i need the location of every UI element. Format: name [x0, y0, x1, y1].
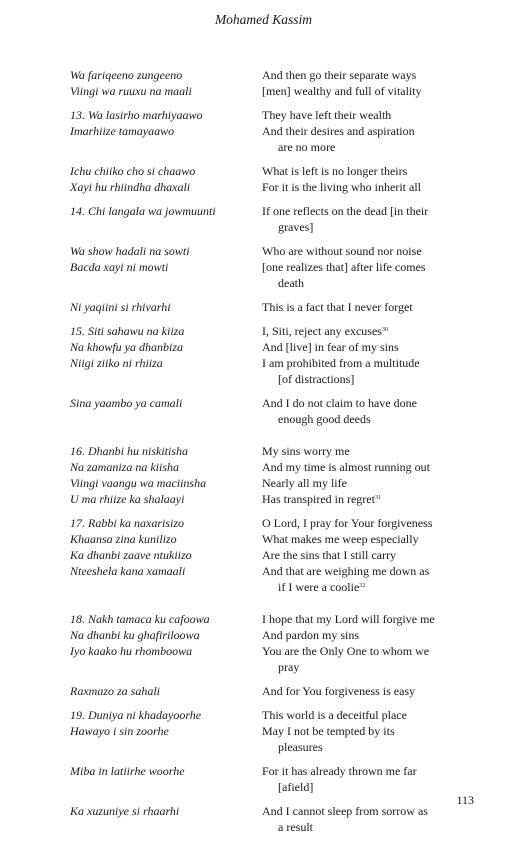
translation-text: I am prohibited from a multitude	[262, 356, 420, 370]
translation-continuation: if I were a coolie$^{32}$	[278, 580, 366, 594]
verse-line	[70, 259, 470, 291]
translation-continuation: are no more	[278, 140, 336, 154]
english-translation	[262, 763, 462, 795]
somali-line: 19. Duniya ni khadayoorhe	[70, 708, 202, 722]
translation-continuation: pray	[278, 660, 300, 674]
translation-text: Who are without sound nor noise	[262, 244, 422, 258]
verse-line	[70, 627, 470, 643]
translation-text: Nearly all my life	[262, 476, 347, 490]
somali-line: Xayi hu rhiindha dhaxali	[70, 180, 191, 194]
somali-line: Na khowfu ya dhanbiza	[70, 340, 183, 354]
stanza	[70, 203, 470, 235]
translation-text: [one realizes that] after life comes	[262, 260, 426, 274]
stanza	[70, 243, 470, 291]
stanza	[70, 107, 470, 155]
stanza	[70, 683, 470, 699]
english-translation	[262, 547, 462, 563]
english-translation	[262, 259, 462, 291]
english-translation	[262, 83, 462, 99]
stanza	[70, 707, 470, 755]
translation-text: What is left is no longer theirs	[262, 164, 408, 178]
verse-line	[70, 355, 470, 387]
somali-line: Miba in latiirhe woorhe	[70, 764, 185, 778]
translation-text: This is a fact that I never forget	[262, 300, 413, 314]
english-translation	[262, 475, 462, 491]
english-translation	[262, 67, 462, 83]
english-translation	[262, 515, 462, 531]
stanza	[70, 299, 470, 315]
somali-line: U ma rhiize ka shalaayi	[70, 492, 185, 506]
somali-line: Viingi wa ruuxu na maali	[70, 84, 192, 98]
verse-line	[70, 123, 470, 155]
english-translation	[262, 459, 462, 475]
english-translation	[262, 243, 462, 259]
english-translation	[262, 643, 462, 675]
verse-line	[70, 763, 470, 795]
somali-line: Hawayo i sin zoorhe	[70, 724, 169, 738]
english-translation	[262, 723, 462, 755]
translation-text: And I do not claim to have done	[262, 396, 417, 410]
translation-text: If one reflects on the dead [in their	[262, 204, 429, 218]
somali-line: Na zamaniza na kiisha	[70, 460, 180, 474]
translation-text: Has transpired in regret$^{31}$	[262, 492, 381, 506]
stanza	[70, 515, 470, 595]
translation-text: [men] wealthy and full of vitality	[262, 84, 422, 98]
translation-text: And [live] in fear of my sins	[262, 340, 399, 354]
verse-line	[70, 547, 470, 563]
stanza	[70, 395, 470, 427]
verse-line	[70, 563, 470, 595]
verse-line	[70, 515, 470, 531]
translation-text: What makes me weep especially	[262, 532, 419, 546]
verse-line	[70, 243, 470, 259]
english-translation	[262, 627, 462, 643]
english-translation	[262, 179, 462, 195]
somali-line: Na dhanbi ku ghafiriloowa	[70, 628, 200, 642]
english-translation	[262, 491, 462, 507]
somali-line: Ka dhanbi zaave ntukiizo	[70, 548, 192, 562]
translation-text: And for You forgiveness is easy	[262, 684, 416, 698]
somali-line: Khaansa zina kunilizo	[70, 532, 177, 546]
english-translation	[262, 707, 462, 723]
stanza	[70, 163, 470, 195]
stanza	[70, 443, 470, 507]
english-translation	[262, 683, 462, 699]
translation-text: For it is the living who inherit all	[262, 180, 421, 194]
verse-line	[70, 107, 470, 123]
translation-continuation: death	[278, 276, 304, 290]
verse-line	[70, 179, 470, 195]
translation-text: This world is a deceitful place	[262, 708, 407, 722]
translation-text: My sins worry me	[262, 444, 350, 458]
somali-line: 14. Chi langala wa jowmuunti	[70, 204, 216, 218]
stanza	[70, 323, 470, 387]
translation-text: May I not be tempted by its	[262, 724, 395, 738]
verse-line	[70, 803, 470, 835]
stanza	[70, 803, 470, 835]
footnote-marker: 30	[381, 327, 388, 333]
translation-text: They have left their wealth	[262, 108, 392, 122]
somali-line: 13. Wa lasirho marhiyaawo	[70, 108, 203, 122]
somali-line: 17. Rabbi ka naxarisizo	[70, 516, 184, 530]
verse-line	[70, 299, 470, 315]
somali-line: Niigi ziiko ni rhiiza	[70, 356, 163, 370]
stanza	[70, 611, 470, 675]
somali-line: 18. Nakh tamaca ku cafoowa	[70, 612, 210, 626]
somali-line: Sina yaambo ya camali	[70, 396, 183, 410]
translation-text: And pardon my sins	[262, 628, 359, 642]
translation-continuation: [afield]	[278, 780, 314, 794]
translation-continuation: a result	[278, 820, 313, 834]
english-translation	[262, 611, 462, 627]
english-translation	[262, 563, 462, 595]
somali-line: Raxmazo za sahali	[70, 684, 160, 698]
somali-line: Wa show hadali na sowti	[70, 244, 190, 258]
english-translation	[262, 163, 462, 179]
english-translation	[262, 123, 462, 155]
somali-line: Ka xuzuniye si rhaarhi	[70, 804, 180, 818]
verse-line	[70, 475, 470, 491]
stanza	[70, 67, 470, 99]
verse-line	[70, 531, 470, 547]
somali-line: 15. Siti sahawu na kiiza	[70, 324, 185, 338]
verse-line	[70, 163, 470, 179]
english-translation	[262, 531, 462, 547]
english-translation	[262, 107, 462, 123]
poem-body	[70, 67, 470, 843]
translation-continuation: [of distractions]	[278, 372, 355, 386]
verse-line	[70, 611, 470, 627]
translation-text: For it has already thrown me far	[262, 764, 417, 778]
somali-line: Wa fariqeeno zungeeno	[70, 68, 183, 82]
page-number: 113	[456, 793, 474, 807]
translation-text: Are the sins that I still carry	[262, 548, 396, 562]
verse-line	[70, 67, 470, 83]
footnote-marker: 31	[374, 495, 381, 501]
verse-line	[70, 723, 470, 755]
verse-line	[70, 683, 470, 699]
english-translation	[262, 395, 462, 427]
verse-line	[70, 339, 470, 355]
english-translation	[262, 339, 462, 355]
verse-line	[70, 491, 470, 507]
english-translation	[262, 355, 462, 387]
somali-line: Ichu chiiko cho si chaawo	[70, 164, 196, 178]
translation-text: And I cannot sleep from sorrow as	[262, 804, 428, 818]
translation-continuation: graves]	[278, 220, 314, 234]
running-header: Mohamed Kassim	[214, 12, 313, 27]
somali-line: Bacda xayi ni mowti	[70, 260, 169, 274]
english-translation	[262, 203, 462, 235]
footnote-marker: 32	[359, 583, 366, 589]
verse-line	[70, 459, 470, 475]
english-translation	[262, 443, 462, 459]
verse-line	[70, 395, 470, 427]
translation-text: And then go their separate ways	[262, 68, 417, 82]
somali-line: 16. Dhanbi hu niskitisha	[70, 444, 189, 458]
verse-line	[70, 707, 470, 723]
translation-continuation: pleasures	[278, 740, 323, 754]
translation-text: And my time is almost running out	[262, 460, 430, 474]
somali-line: Iyo kaako hu rhomboowa	[70, 644, 193, 658]
verse-line	[70, 443, 470, 459]
stanza	[70, 763, 470, 795]
english-translation	[262, 299, 462, 315]
verse-line	[70, 203, 470, 235]
english-translation	[262, 803, 462, 835]
translation-text: And that are weighing me down as	[262, 564, 430, 578]
verse-line	[70, 643, 470, 675]
somali-line: Ni yaqiini si rhivarhi	[70, 300, 171, 314]
verse-line	[70, 83, 470, 99]
somali-line: Imarhiize tamayaawo	[70, 124, 175, 138]
translation-text: I hope that my Lord will forgive me	[262, 612, 435, 626]
translation-text: And their desires and aspiration	[262, 124, 415, 138]
verse-line	[70, 323, 470, 339]
english-translation	[262, 323, 462, 339]
translation-text: I, Siti, reject any excuses$^{30}$	[262, 324, 388, 338]
translation-text: O Lord, I pray for Your forgiveness	[262, 516, 433, 530]
translation-continuation: enough good deeds	[278, 412, 371, 426]
somali-line: Nteeshela kana xamaali	[70, 564, 186, 578]
translation-text: You are the Only One to whom we	[262, 644, 430, 658]
somali-line: Viingi vaangu wa maciinsha	[70, 476, 207, 490]
